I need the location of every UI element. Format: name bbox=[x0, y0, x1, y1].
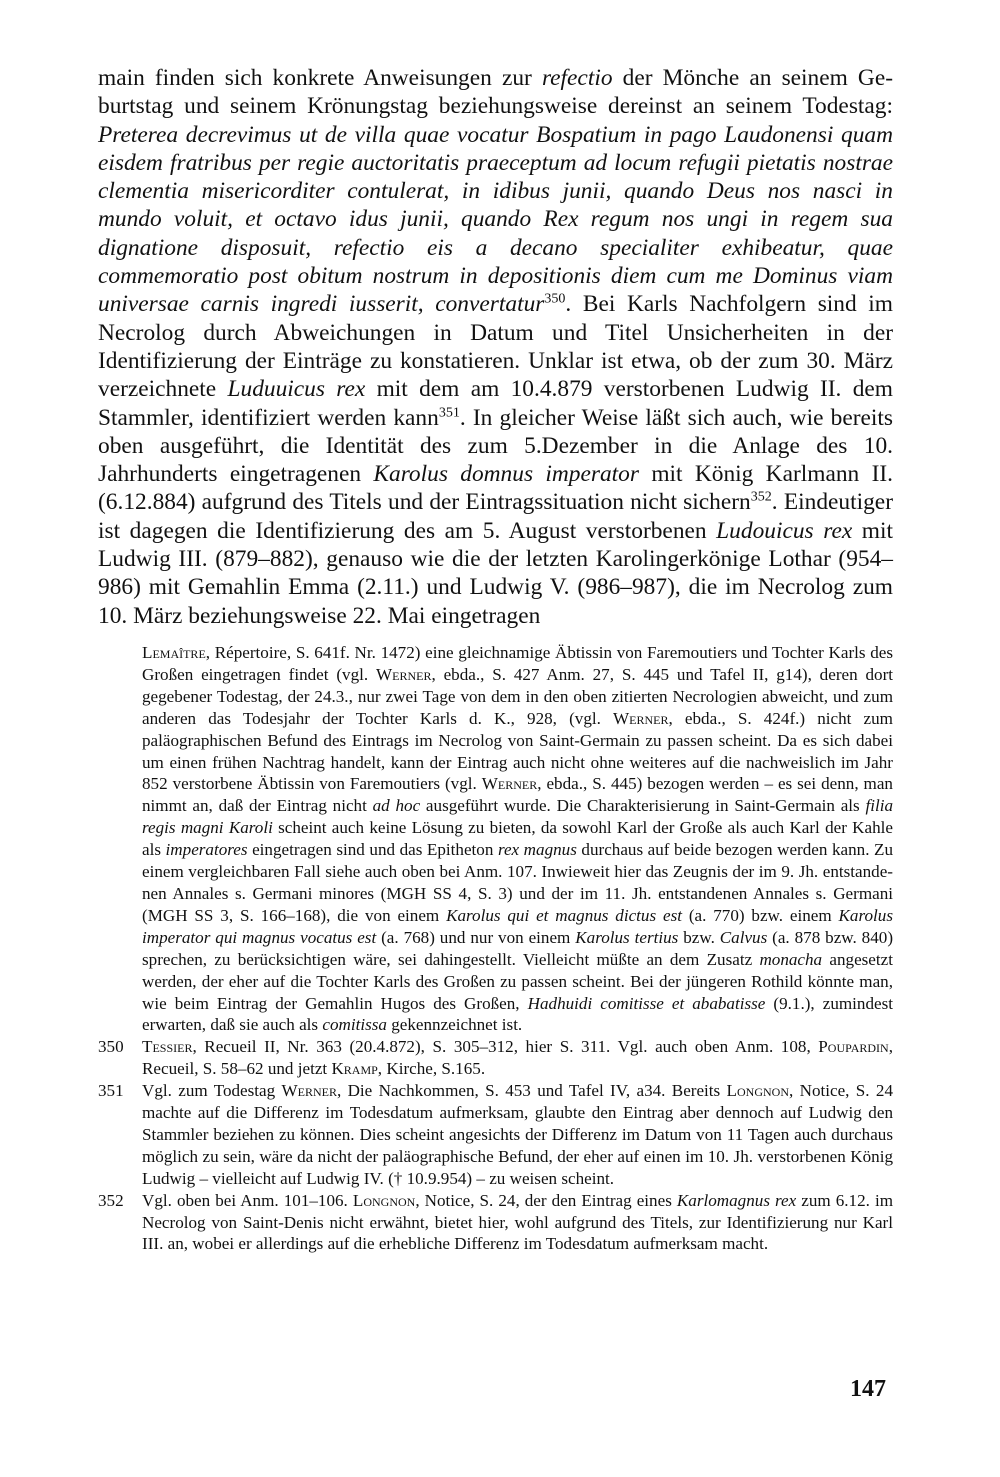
footnote-number: 350 bbox=[98, 1037, 124, 1057]
italic-text: Calvus bbox=[719, 927, 768, 947]
italic-text: Preterea decrevimus ut de villa quae vocatur Bospatium in pago Laudonensi quam eisdem fratribus per regie auctoritatis praeceptum ad locum refugii pietatis nostrae clementia misericorditer contulerat, in idibus junii, quando Deus nos nasci in mundo voluit, et octavo idus junii, quando Rex regum nos ungi in regem sua dignatione disposuit, refectio eis a decano specialiter exhibeatur, quae commemoratio post obitum nostrum in depositionis diem cum me Dominus viam universae carnis ingredi iusserit, convertatur bbox=[98, 121, 893, 318]
author-name: Werner bbox=[613, 708, 669, 728]
footnote-number: 351 bbox=[98, 1081, 124, 1101]
text-run: . Eindeutiger ist dagegen die Identifizierung des am 5. August verstorbenen bbox=[98, 489, 893, 544]
footnote bbox=[98, 1036, 893, 1080]
main-text bbox=[98, 64, 893, 630]
italic-text: imperatores bbox=[165, 840, 248, 860]
text-run: , ebda., S. 445) bezogen werden – es sei denn, man nimmt an, daß der Eintrag nicht bbox=[142, 774, 893, 816]
italic-text: refectio bbox=[541, 65, 613, 91]
text-run: scheint auch keine Lösung zu bieten, da sowohl Karl der Große als auch Karl der Kahle als bbox=[142, 818, 893, 860]
footnote-reference: 351 bbox=[438, 403, 460, 420]
italic-text: ad hoc bbox=[372, 796, 421, 816]
text-run: eingetragen sind und das Epitheton bbox=[247, 840, 498, 860]
text-run: gekennzeichnet ist. bbox=[386, 1015, 523, 1035]
text-run: Vgl. zum Todestag bbox=[142, 1081, 282, 1101]
footnote bbox=[98, 1190, 893, 1256]
footnote-continuation bbox=[98, 642, 893, 1036]
author-name: Tessier bbox=[142, 1037, 193, 1057]
italic-text: Karlomagnus rex bbox=[676, 1190, 797, 1210]
text-run: (a. 768) und nur von einem bbox=[376, 927, 576, 947]
main-paragraph bbox=[98, 64, 893, 630]
text-run: mit dem am 10.4.879 verstorbenen Ludwig II. dem Stammler, identifiziert werden kann bbox=[98, 376, 893, 431]
text-run: mit Ludwig III. (879–882), genauso wie die der letzten Karolingerkönige Lothar (954–986) mit Gemahlin Emma (2.11.) und Ludwig V. (986–987), die im Necrolog zum 10. März beziehungsweise 22. Mai eingetragen bbox=[98, 517, 893, 629]
italic-text: Hadhuidi comitisse et ababatisse bbox=[527, 993, 766, 1013]
text-run: , Kirche, S.165. bbox=[377, 1059, 486, 1079]
text-run: , Notice, S. 24 machte auf die Differenz im Todesdatum aufmerksam, glaubte den Eintrag aber dennoch auf Ludwig den Stammler beziehen zu können. Dies scheint angesichts der Differenz im Datum von 11 Tagen auch durchaus möglich zu sein, wäre da nicht der paläographische Befund, der eher auf einen im 10. Jh. verstorbenen König Ludwig – vielleicht auf Ludwig IV. († 10.9.954) – zu weisen scheint. bbox=[142, 1081, 893, 1188]
text-run: . In gleicher Weise läßt sich auch, wie bereits oben ausgeführt, die Identität des zum 5.Dezember in die Anlage des 10. Jahrhunderts eingetragenen bbox=[98, 404, 893, 488]
text-run: , Recueil, S. 58–62 und jetzt bbox=[142, 1037, 893, 1079]
text-run: (9.1.), zumindest erwarten, daß sie auch als bbox=[142, 993, 893, 1035]
text-run: (a. 770) bzw. einem bbox=[681, 905, 839, 925]
text-run: . Bei Karls Nachfolgern sind im Necrolog durch Abweichungen in Datum und Titel Unsicherheiten in der Identifizierung der Einträge zu konstatieren. Unklar ist etwa, ob der zum 30. März verzeichnete bbox=[98, 291, 893, 403]
author-name: Werner bbox=[281, 1081, 337, 1101]
text-run: , ebda., S. 427 Anm. 27, S. 445 und Tafel II, g14), deren dort gegebener Todestag, der 24.3., nur zwei Tage von dem in den oben zitierten Necrologien abweicht, und zum anderen das Todesjahr der Tochter Karls d. K., 928, (vgl. bbox=[142, 664, 894, 728]
author-name: Werner bbox=[481, 774, 538, 794]
text-run: , Die Nachkommen, S. 453 und Tafel IV, a34. Bereits bbox=[336, 1081, 727, 1101]
footnote-reference: 350 bbox=[544, 290, 566, 307]
text-run: mit König Karlmann II. (6.12.884) aufgrund des Titels und der Eintragssituation nicht sichern bbox=[98, 461, 893, 516]
italic-text: Karolus qui et magnus dictus est bbox=[446, 905, 682, 925]
italic-text: comitissa bbox=[322, 1015, 387, 1035]
author-name: Longnon bbox=[352, 1190, 416, 1210]
text-run: der Mönche an seinem Geburtstag und seinem Krönungstag beziehungsweise dereinst an seinem Todestag: bbox=[98, 65, 894, 120]
italic-text: Luduuicus rex bbox=[227, 376, 366, 403]
italic-text: filia regis magni Karoli bbox=[142, 796, 894, 838]
footnote-number: 352 bbox=[98, 1190, 124, 1210]
italic-text: monacha bbox=[759, 949, 823, 969]
italic-text: rex magnus bbox=[497, 840, 577, 860]
author-name: Kramp bbox=[331, 1059, 378, 1079]
page-number: 147 bbox=[850, 1376, 886, 1402]
footnote bbox=[98, 1080, 893, 1190]
italic-text: Karolus tertius bbox=[575, 927, 679, 947]
text-run: , Recueil II, Nr. 363 (20.4.872), S. 305–312, hier S. 311. Vgl. auch oben Anm. 108, bbox=[192, 1037, 819, 1057]
text-run: , ebda., S. 424f.) nicht zum paläographischen Befund des Eintrags im Necrolog von Saint-Germain zu passen scheint. Da es sich dabei um einen frühen Nachtrag handelt, kann der Eintrag auch nicht ohne weiteres auf die nachweislich im Jahr 852 verstorbene Äbtissin von Faremoutiers (vgl. bbox=[142, 708, 893, 794]
italic-text: Ludouicus rex bbox=[716, 517, 853, 544]
text-run: (a. 878 bzw. 840) sprechen, zu berücksichtigen wäre, sei dahingestellt. Vielleicht müßte an dem Zusatz bbox=[142, 927, 894, 969]
italic-text: Karolus domnus imperator bbox=[373, 461, 639, 488]
author-name: Longnon bbox=[726, 1081, 789, 1101]
text-run: main finden sich konkrete Anweisungen zur bbox=[98, 65, 542, 91]
text-run: durchaus auf beide bezogen werden kann. Zu einem vergleichbaren Fall siehe auch oben bei Anm. 107. Inwieweit hier das Zeugnis der im 9. Jh. entstandenen Annales s. Germani minores (MGH SS 4, S. 3) und der im 11. Jh. entstandenen Annales s. Germani (MGH SS 3, S. 166–168), die von einem bbox=[142, 840, 893, 925]
text-run: , Notice, S. 24, der den Eintrag eines bbox=[415, 1190, 677, 1210]
text-run: zum 6.12. im Necrolog von Saint-Denis nicht erwähnt, bietet hier, wohl aufgrund des Titels, zur Identifizierung nur Karl III. an, wobei er allerdings auf die erhebliche Differenz im Todesdatum aufmerksam macht. bbox=[142, 1190, 894, 1254]
text-run: ausgeführt wurde. Die Charakterisierung in Saint-Germain als bbox=[420, 796, 866, 816]
author-name: Poupardin bbox=[818, 1037, 889, 1057]
footnotes-section bbox=[98, 642, 893, 1255]
author-name: Lemaître bbox=[142, 643, 206, 662]
italic-text: Karolus imperator qui magnus vocatus est bbox=[142, 905, 893, 947]
text-run: Vgl. oben bei Anm. 101–106. bbox=[142, 1190, 353, 1210]
text-run: , Répertoire, S. 641f. Nr. 1472) eine gleichnamige Äbtissin von Faremoutiers und Tochter Karls des Großen eingetragen findet (vgl. bbox=[142, 643, 893, 684]
footnote-reference: 352 bbox=[750, 488, 772, 505]
author-name: Werner bbox=[376, 664, 432, 684]
text-run: bzw. bbox=[678, 927, 720, 947]
text-run: angesetzt werden, der eher auf die Tochter Karls des Großen zu passen scheint. Bei der jüngeren Rothild könnte man, wie beim Eintrag der Gemahlin Hugos des Großen, bbox=[142, 949, 893, 1013]
